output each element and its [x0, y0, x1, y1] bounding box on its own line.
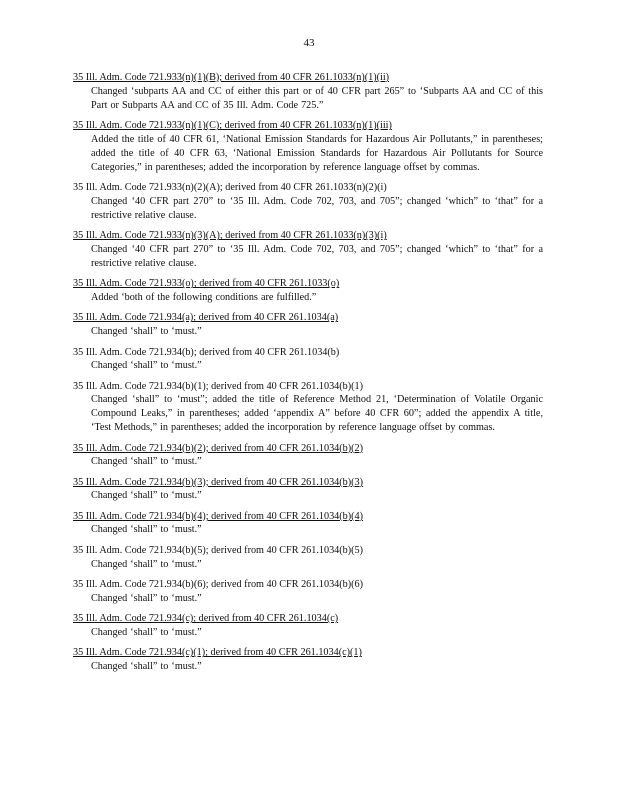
list-item — [73, 477, 543, 504]
citation: 35 Ill. Adm. Code 721.934(c); derived from 40 CFR 261.1034(c) — [73, 613, 339, 625]
page-number: 43 — [303, 37, 315, 49]
list-item — [73, 511, 543, 538]
citation: 35 Ill. Adm. Code 721.934(b); derived from 40 CFR 261.1034(b) — [73, 346, 340, 358]
citation: 35 Ill. Adm. Code 721.933(o); derived from 40 CFR 261.1033(o) — [73, 278, 340, 290]
list-item — [73, 182, 543, 223]
change-description: Changed ‘subparts AA and CC of either this part or of 40 CFR part 265” to ‘Subparts AA and CC of this Part or Subparts AA and CC of 35 Ill. Adm. Code 725.” — [91, 85, 543, 111]
list-item — [73, 230, 543, 271]
change-description: Changed ‘shall” to ‘must”; added the title of Reference Method 21, ‘Determination of Volatile Organic Compound Leaks,” in parentheses; added ‘appendix A” before 40 CFR 60”; added the appendix A title, ‘Test Methods,” in parentheses; added the incorporation by reference language offset by commas. — [91, 394, 543, 434]
list-item — [73, 312, 543, 339]
list-item — [73, 120, 543, 175]
list-item — [73, 443, 543, 470]
change-description: Added the title of 40 CFR 61, ‘National Emission Standards for Hazardous Air Pollutants,” in parentheses; added the title of 40 CFR 63, ‘National Emission Standards for Hazardous Air Pollutants for Source Categories,” in parentheses; added the incorporation by reference language offset by commas. — [91, 133, 543, 173]
list-item — [73, 579, 543, 606]
citation: 35 Ill. Adm. Code 721.933(n)(1)(B); derived from 40 CFR 261.1033(n)(1)(ii) — [73, 72, 390, 83]
citation: 35 Ill. Adm. Code 721.934(b)(5); derived from 40 CFR 261.1034(b)(5) — [73, 545, 364, 557]
citation: 35 Ill. Adm. Code 721.934(b)(3); derived from 40 CFR 261.1034(b)(3) — [73, 476, 364, 488]
list-item — [73, 381, 543, 436]
entries-list — [73, 72, 543, 681]
change-description: Changed ‘shall” to ‘must.” — [91, 325, 202, 337]
citation: 35 Ill. Adm. Code 721.934(a); derived from 40 CFR 261.1034(a) — [73, 312, 339, 324]
change-description: Changed ‘shall” to ‘must.” — [91, 558, 202, 570]
citation: 35 Ill. Adm. Code 721.933(n)(3)(A); derived from 40 CFR 261.1033(n)(3)(i) — [73, 230, 387, 242]
change-description: Changed ‘shall” to ‘must.” — [91, 592, 202, 604]
citation: 35 Ill. Adm. Code 721.934(c)(1); derived from 40 CFR 261.1034(c)(1) — [73, 647, 362, 659]
change-description: Changed ‘40 CFR part 270” to ‘35 Ill. Adm. Code 702, 703, and 705”; changed ‘which” to ‘that” for a restrictive relative clause. — [91, 243, 543, 269]
citation: 35 Ill. Adm. Code 721.933(n)(2)(A); derived from 40 CFR 261.1033(n)(2)(i) — [73, 182, 387, 194]
change-description: Changed ‘shall” to ‘must.” — [91, 490, 202, 502]
list-item — [73, 647, 543, 674]
change-description: Changed ‘shall” to ‘must.” — [91, 360, 202, 372]
citation: 35 Ill. Adm. Code 721.934(b)(2); derived from 40 CFR 261.1034(b)(2) — [73, 442, 364, 454]
list-item — [73, 613, 543, 640]
citation: 35 Ill. Adm. Code 721.933(n)(1)(C); derived from 40 CFR 261.1033(n)(1)(iii) — [73, 120, 392, 132]
citation: 35 Ill. Adm. Code 721.934(b)(6); derived from 40 CFR 261.1034(b)(6) — [73, 579, 364, 591]
list-item — [73, 347, 543, 374]
change-description: Changed ‘40 CFR part 270” to ‘35 Ill. Adm. Code 702, 703, and 705”; changed ‘which” to ‘that” for a restrictive relative clause. — [91, 195, 543, 221]
list-item — [73, 72, 543, 113]
change-description: Changed ‘shall” to ‘must.” — [91, 456, 202, 468]
change-description: Changed ‘shall” to ‘must.” — [91, 626, 202, 638]
citation: 35 Ill. Adm. Code 721.934(b)(1); derived from 40 CFR 261.1034(b)(1) — [73, 380, 364, 392]
list-item — [73, 278, 543, 305]
change-description: Added ‘both of the following conditions are fulfilled.” — [91, 291, 317, 303]
change-description: Changed ‘shall” to ‘must.” — [91, 660, 202, 672]
change-description: Changed ‘shall” to ‘must.” — [91, 524, 202, 536]
citation: 35 Ill. Adm. Code 721.934(b)(4); derived from 40 CFR 261.1034(b)(4) — [73, 510, 364, 522]
list-item — [73, 545, 543, 572]
